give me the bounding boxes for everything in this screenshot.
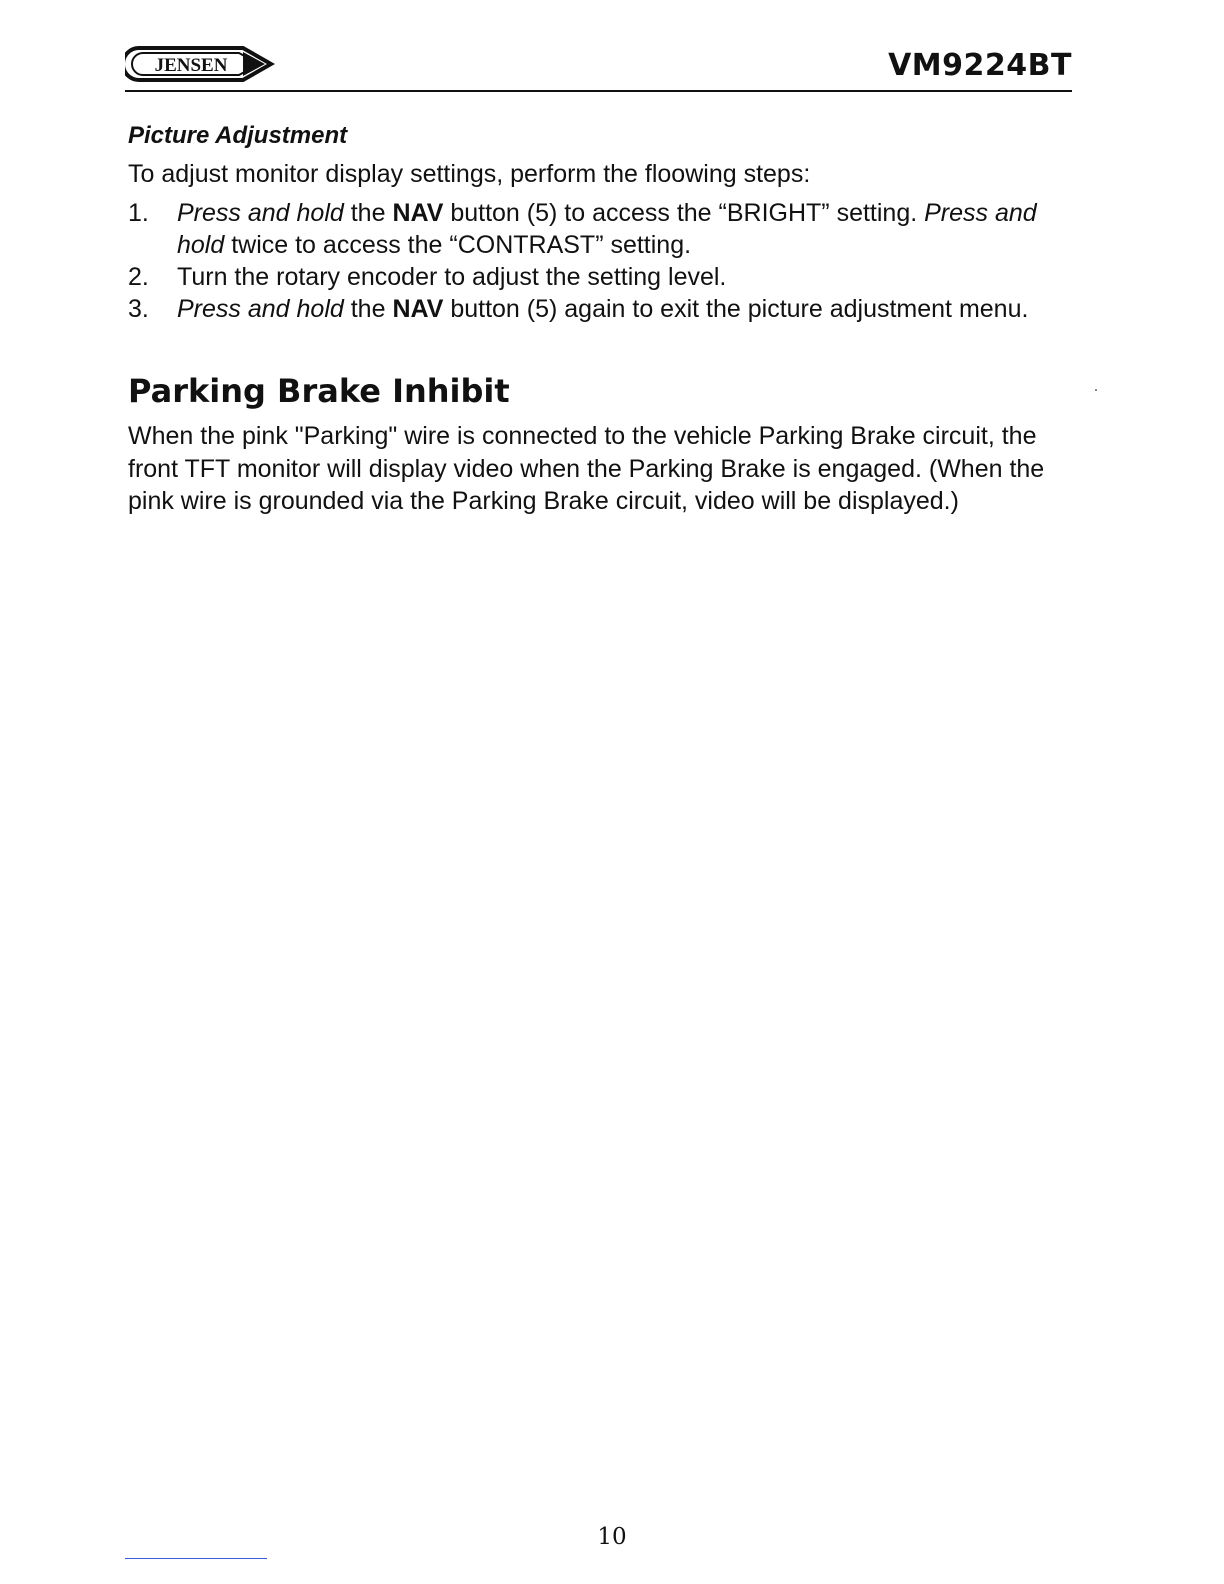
step-text: the (343, 199, 393, 227)
step-number: 3. (128, 295, 149, 323)
picture-adjustment-heading: Picture Adjustment (128, 122, 348, 149)
page-number: 10 (597, 1524, 627, 1550)
step-text: button (5) to access the “BRIGHT” setting. (443, 199, 925, 227)
step-text: Turn the rotary encoder to adjust the setting level. (177, 263, 727, 291)
step-text: button (5) again to exit the picture adjustment menu. (443, 295, 1029, 323)
step-text: Press and hold (177, 295, 344, 323)
step-number: 1. (128, 199, 149, 227)
header-rule (125, 90, 1072, 92)
step-text: twice to access the “CONTRAST” setting. (224, 231, 692, 259)
step-text: Press and hold (177, 199, 1037, 259)
step-text: Press and hold (177, 199, 344, 227)
step-number: 2. (128, 263, 149, 291)
model-number: VM9224BT (888, 48, 1072, 83)
logo-text: JENSEN (154, 55, 228, 76)
picture-adjustment-intro: To adjust monitor display settings, perform the floowing steps: (128, 160, 811, 188)
step-item (128, 197, 1078, 261)
scan-speck (1095, 389, 1097, 391)
step-item (128, 293, 1078, 325)
step-text: NAV (392, 295, 444, 323)
footer-line (125, 1558, 267, 1559)
parking-brake-paragraph: When the pink "Parking" wire is connected to the vehicle Parking Brake circuit, the front TFT monitor will display video when the Parking Brake is engaged. (When the pink wire is grounded via the Parking Brake circuit, video will be displayed.) (128, 422, 1045, 515)
step-item (128, 261, 1078, 293)
step-text: NAV (392, 199, 444, 227)
step-text: the (343, 295, 393, 323)
parking-brake-heading: Parking Brake Inhibit (128, 372, 510, 410)
jensen-logo (125, 42, 275, 86)
steps-list (128, 197, 1078, 325)
page-header (125, 38, 1072, 94)
